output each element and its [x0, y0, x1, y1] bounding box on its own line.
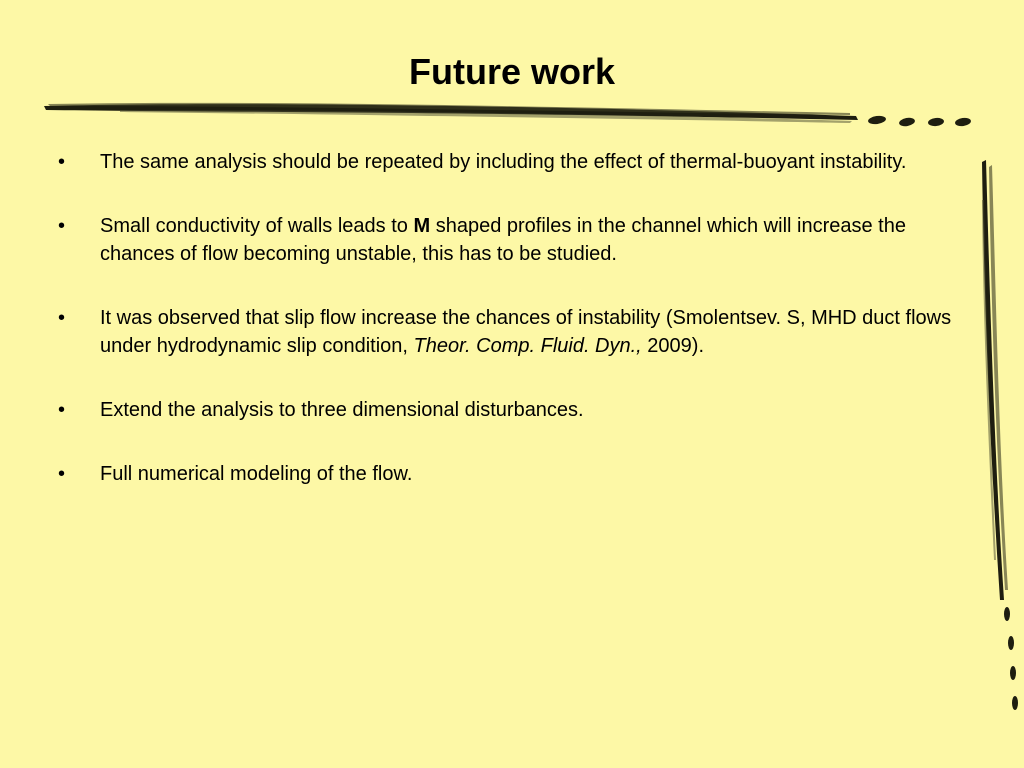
bullet-marker: •: [58, 463, 66, 485]
brush-dash-4: [955, 117, 972, 127]
bullet-marker: •: [58, 307, 66, 329]
bullet-text: Full numerical modeling of the flow.: [100, 463, 413, 485]
bullet-text-after: shaped profiles in the channel which will increase the chances of flow becoming unstable, this has to be studied.: [100, 215, 906, 265]
bullet-text-before: It was observed that slip flow increase the chances of instability (Smolentsev. S, MHD duct flows under hydrodynamic slip condition,: [100, 307, 952, 357]
bullet-text-after: 2009).: [641, 335, 705, 357]
brush-dot-1: [1004, 607, 1010, 621]
bullet-item-2: [58, 212, 963, 268]
bullet-text-bold: M: [413, 215, 431, 237]
bullet-text-italic: Theor. Comp. Fluid. Dyn.,: [413, 335, 642, 357]
brush-dot-4: [1012, 696, 1018, 710]
bullet-marker: •: [58, 151, 66, 173]
brush-dot-3: [1010, 666, 1016, 680]
bullet-marker: •: [58, 215, 66, 237]
bullet-item-5: [58, 460, 963, 488]
bullet-item-3: [58, 304, 963, 360]
bullet-item-1: [58, 148, 963, 176]
bullet-list: [58, 148, 963, 524]
bullet-text: The same analysis should be repeated by including the effect of thermal-buoyant instability.: [100, 151, 907, 173]
brush-dot-2: [1008, 636, 1014, 650]
brush-dash-1: [868, 115, 887, 125]
brush-dash-2: [898, 117, 915, 128]
brush-dash-3: [928, 117, 945, 127]
bullet-text: Extend the analysis to three dimensional disturbances.: [100, 399, 584, 421]
bullet-item-4: [58, 396, 963, 424]
slide-title: Future work: [408, 51, 615, 92]
bullet-marker: •: [58, 399, 66, 421]
bullet-text-before: Small conductivity of walls leads to: [100, 215, 414, 237]
